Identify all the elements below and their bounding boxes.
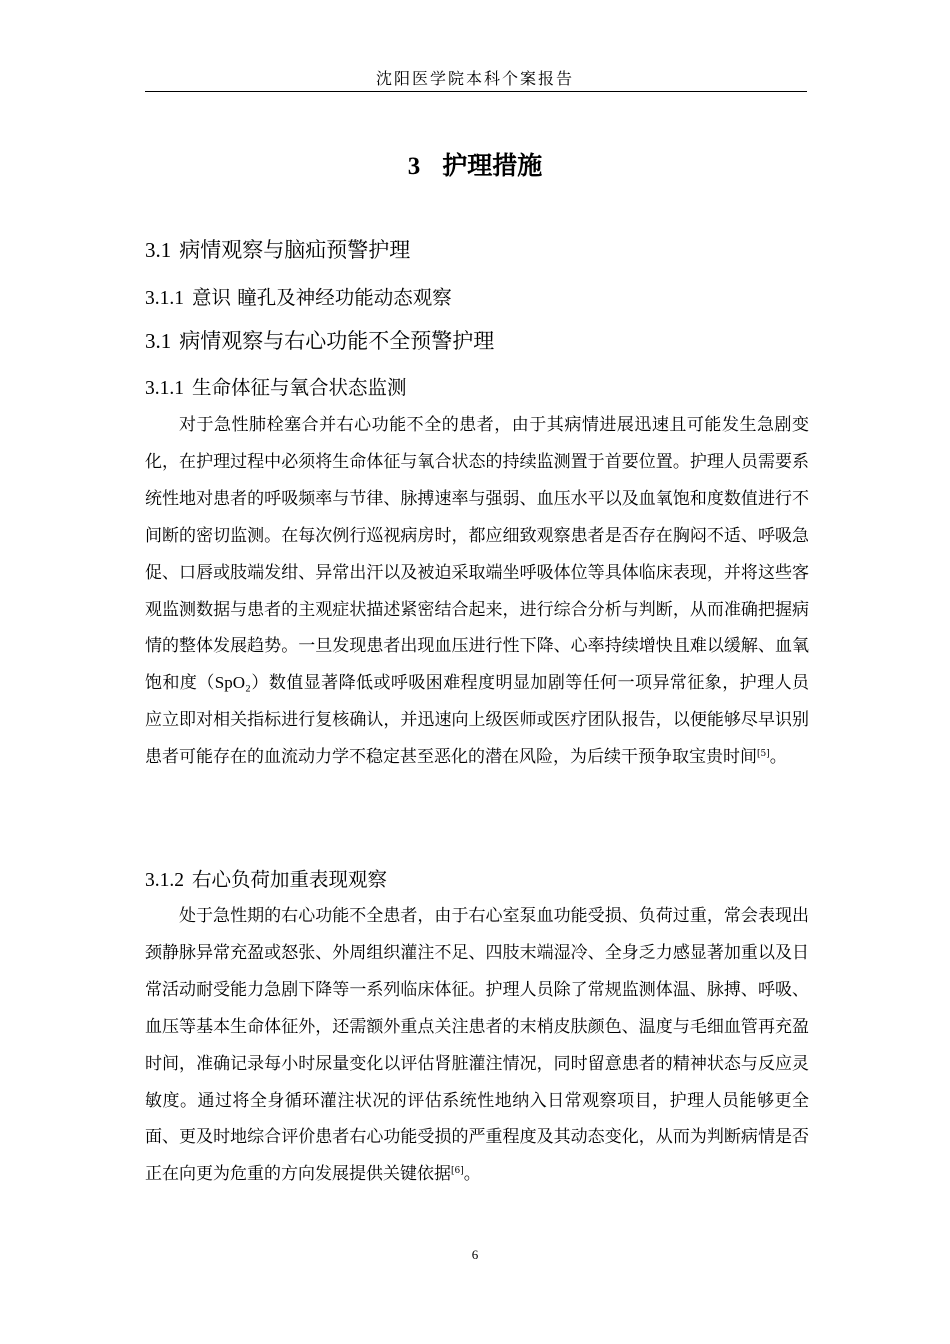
paragraph-text: 处于急性期的右心功能不全患者，由于右心室泵血功能受损、负荷过重，常会表现出颈静脉异常充盈或怒张、外周组织灌注不足、四肢末端湿冷、全身乏力感显著加重以及日常活动耐受能力急剧下降等一系列临床体征。护理人员除了常规监测体温、脉搏、呼吸、血压等基本生命体征外，还需额外重点关注患者的末梢皮肤颜色、温度与毛细血管再充盈时间，准确记录每小时尿量变化以评估肾脏灌注情况，同时留意患者的精神状态与反应灵敏度。通过将全身循环灌注状况的评估系统性地纳入日常观察项目，护理人员能够更全面、更及时地综合评价患者右心功能受损的严重程度及其动态变化，从而为判断病情是否正在向更为危重的方向发展提供关键依据 xyxy=(145,906,809,1185)
section-number: 3.1 xyxy=(145,329,172,353)
subsection-heading-3-1-1-consciousness xyxy=(145,282,452,310)
body-paragraph-vitals-monitoring xyxy=(145,407,809,776)
subsection-title: 生命体征与氧合状态监测 xyxy=(192,376,407,399)
running-header: 沈阳医学院本科个案报告 xyxy=(375,69,574,88)
section-title: 病情观察与右心功能不全预警护理 xyxy=(179,329,495,353)
citation-marker: [5] xyxy=(757,749,770,760)
section-number: 3.1 xyxy=(145,238,172,262)
paragraph-ending: 。 xyxy=(769,747,787,768)
subsection-number: 3.1.2 xyxy=(145,870,184,891)
spo2-formula: SpO₂ xyxy=(214,673,251,693)
subsection-number: 3.1.1 xyxy=(145,378,184,399)
page-number: 6 xyxy=(471,1247,479,1262)
subsection-title: 右心负荷加重表现观察 xyxy=(192,868,388,891)
chapter-number: 3 xyxy=(407,153,421,180)
paragraph-text: ）数值显著降低或呼吸困难程度明显加剧等任何一项异常征象，护理人员应立即对相关指标进行复核确认，并迅速向上级医师或医疗团队报告，以便能够尽早识别患者可能存在的血流动力学不稳定甚至恶化的潜在风险，为后续干预争取宝贵时间 xyxy=(145,673,810,768)
section-title: 病情观察与脑疝预警护理 xyxy=(179,238,411,262)
subsection-heading-3-1-2 xyxy=(145,864,387,892)
paragraph-ending: 。 xyxy=(463,1164,481,1185)
chapter-title-text: 护理措施 xyxy=(442,151,543,180)
body-paragraph-right-heart-load xyxy=(145,898,809,1193)
header-rule xyxy=(145,91,807,92)
paragraph-text: 对于急性肺栓塞合并右心功能不全的患者，由于其病情进展迅速且可能发生急剧变化，在护理过程中必须将生命体征与氧合状态的持续监测置于首要位置。护理人员需要系统性地对患者的呼吸频率与节律、脉搏速率与强弱、血压水平以及血氧饱和度数值进行不间断的密切监测。在每次例行巡视病房时，都应细致观察患者是否存在胸闷不适、呼吸急促、口唇或肢端发绀、异常出汗以及被迫采取端坐呼吸体位等具体临床表现，并将这些客观监测数据与患者的主观症状描述紧密结合起来，进行综合分析与判断，从而准确把握病情的整体发展趋势。一旦发现患者出现血压进行性下降、心率持续增快且难以缓解、血氧饱和度（ xyxy=(145,415,809,694)
subsection-title: 意识 瞳孔及神经功能动态观察 xyxy=(192,286,452,309)
section-heading-3-1-brain xyxy=(145,234,410,264)
chapter-title xyxy=(0,146,950,182)
subsection-heading-3-1-1-vitals xyxy=(145,372,407,400)
section-heading-3-1-right-heart xyxy=(145,325,494,355)
subsection-number: 3.1.1 xyxy=(145,288,184,309)
citation-marker: [6] xyxy=(451,1166,464,1177)
